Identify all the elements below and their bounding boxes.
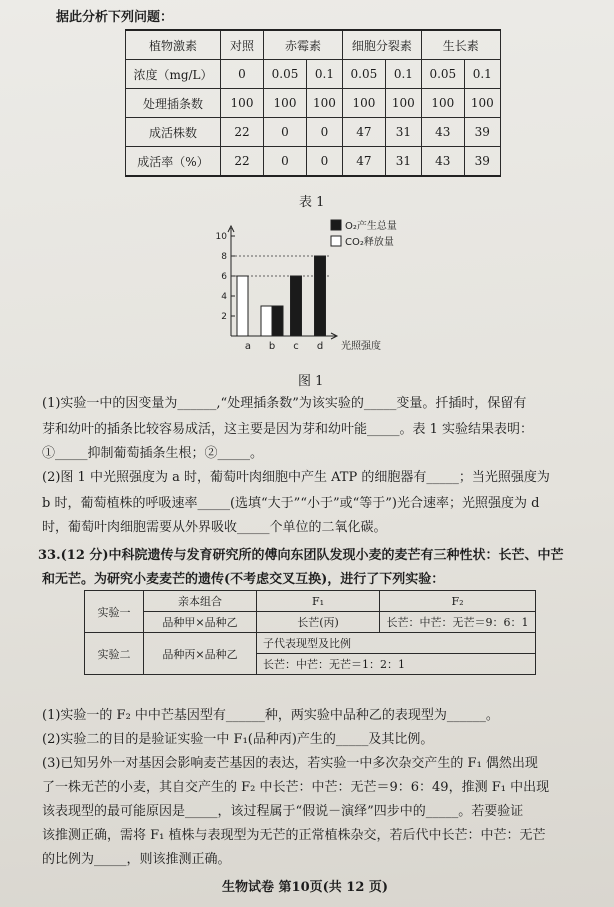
table-cell: 100 xyxy=(221,89,264,118)
x-tick-label: b xyxy=(268,341,276,352)
table-cell: 成活株数 xyxy=(126,118,221,147)
x-tick-label: d xyxy=(316,341,324,352)
x-tick-label: a xyxy=(244,341,252,352)
table-cell: 100 xyxy=(421,89,464,118)
table-cell: 长芒：中芒：无芒＝9：6：1 xyxy=(380,612,536,633)
table-cell: 长芒：中芒：无芒＝1：2：1 xyxy=(257,654,536,675)
figure-caption: 图 1 xyxy=(298,374,324,389)
table-cell: 浓度（mg/L） xyxy=(126,60,221,89)
legend-label: CO₂释放量 xyxy=(345,237,394,248)
table-cell: 0 xyxy=(221,60,264,89)
q33-line: 该推测正确，需将 F₁ 植株与表现型为无芒的正常植株杂交，若后代中长芒：中芒：无芒 xyxy=(42,828,546,843)
table-cell: 子代表现型及比例 xyxy=(257,633,536,654)
table-caption: 表 1 xyxy=(299,195,325,210)
table-cell: 22 xyxy=(221,118,264,147)
table-cell: 0.1 xyxy=(307,60,343,89)
figure-1-chart xyxy=(205,212,465,372)
table-cell: 生长素 xyxy=(421,30,500,60)
table-cell: 100 xyxy=(264,89,307,118)
table-cell: 100 xyxy=(385,89,421,118)
q33-line: (2)实验二的目的是验证实验一中 F₁(品种丙)产生的_____及其比例。 xyxy=(42,732,434,747)
q32-line: (2)图 1 中光照强度为 a 时，葡萄叶肉细胞中产生 ATP 的细胞器有_____；当光照强度为 xyxy=(42,470,550,485)
table-cell: 47 xyxy=(342,147,385,177)
table-cell: 长芒(丙) xyxy=(257,612,380,633)
table-cell: 品种丙×品种乙 xyxy=(144,633,257,675)
table-row xyxy=(126,60,501,89)
q33-line: 了一株无芒的小麦，其自交产生的 F₂ 中长芒：中芒：无芒＝9：6：49，推测 F₁ 中出现 xyxy=(42,780,550,795)
table-cell: 实验一 xyxy=(85,591,144,633)
bar-c-o2 xyxy=(291,276,302,336)
table-cell: 31 xyxy=(385,147,421,177)
table-cell: 100 xyxy=(342,89,385,118)
table-cell: 47 xyxy=(342,118,385,147)
table-cell: 植物激素 xyxy=(126,30,221,60)
page-footer: 生物试卷 第10页(共 12 页) xyxy=(222,880,389,895)
x-tick-label: c xyxy=(293,341,299,352)
table-cell: 0 xyxy=(264,147,307,177)
table-cell: 亲本组合 xyxy=(144,591,257,612)
x-axis-label: 光照强度 xyxy=(341,341,381,352)
table-cell: 39 xyxy=(464,147,500,177)
table-cell: 0.1 xyxy=(385,60,421,89)
table-cell: 品种甲×品种乙 xyxy=(144,612,257,633)
table-cell: 43 xyxy=(421,118,464,147)
table-cell: 0.1 xyxy=(464,60,500,89)
table-cell: 处理插条数 xyxy=(126,89,221,118)
q33-line: 该表现型的最可能原因是_____，该过程属于“假说－演绎”四步中的_____。若要验证 xyxy=(42,804,524,819)
table-row xyxy=(85,633,536,654)
table-1 xyxy=(125,29,501,177)
q32-line: ①_____抑制葡萄插条生根；②_____。 xyxy=(42,446,264,461)
table-cell: 细胞分裂素 xyxy=(342,30,421,60)
bar-b-co2 xyxy=(261,306,272,336)
table-row xyxy=(126,147,501,177)
table-cell: 43 xyxy=(421,147,464,177)
q33-intro: 和无芒。为研究小麦麦芒的遗传(不考虑交叉互换)，进行了下列实验： xyxy=(42,572,445,587)
table-cell: 0.05 xyxy=(264,60,307,89)
table-cell: 0 xyxy=(307,147,343,177)
table-cell: 赤霉素 xyxy=(264,30,343,60)
y-tick-label: 10 xyxy=(215,232,227,242)
y-tick-label: 6 xyxy=(221,272,227,282)
y-tick-label: 4 xyxy=(221,292,227,302)
table-cell: 0 xyxy=(307,118,343,147)
experiment-table xyxy=(84,590,536,675)
table-cell: 100 xyxy=(464,89,500,118)
q33-line: 的比例为_____，则该推测正确。 xyxy=(42,852,231,867)
y-tick-label: 2 xyxy=(221,312,227,322)
legend-label: O₂产生总量 xyxy=(345,221,397,232)
legend-swatch xyxy=(331,220,341,230)
table-cell: 39 xyxy=(464,118,500,147)
bar-a-co2 xyxy=(237,276,248,336)
y-tick-label: 8 xyxy=(221,252,227,262)
table-cell: 0.05 xyxy=(421,60,464,89)
table-cell: F₂ xyxy=(380,591,536,612)
bar-b-o2 xyxy=(272,306,283,336)
table-cell: 100 xyxy=(307,89,343,118)
q32-line: 时，葡萄叶肉细胞需要从外界吸收_____个单位的二氧化碳。 xyxy=(42,520,387,535)
table-row xyxy=(126,118,501,147)
table-cell: F₁ xyxy=(257,591,380,612)
bar-d-o2 xyxy=(315,256,326,336)
table-cell: 成活率（%） xyxy=(126,147,221,177)
q32-line: 芽和幼叶的插条比较容易成活，这主要是因为芽和幼叶能_____。表 1 实验结果表明： xyxy=(42,422,534,437)
intro-line: 据此分析下列问题： xyxy=(56,10,174,25)
table-cell: 0 xyxy=(264,118,307,147)
table-cell: 对照 xyxy=(221,30,264,60)
table-row xyxy=(85,591,536,612)
q33-line: (1)实验一的 F₂ 中中芒基因型有______种，两实验中品种乙的表现型为______。 xyxy=(42,708,499,723)
q33-intro: 33.(12 分)中科院遗传与发育研究所的傅向东团队发现小麦的麦芒有三种性状：长芒、中芒 xyxy=(38,548,564,563)
q32-line: (1)实验一中的因变量为______,“处理插条数”为该实验的_____变量。扦插时，保留有 xyxy=(42,396,527,411)
table-row xyxy=(85,612,536,633)
table-cell: 实验二 xyxy=(85,633,144,675)
table-cell: 22 xyxy=(221,147,264,177)
q33-line: (3)已知另外一对基因会影响麦芒基因的表达，若实验一中多次杂交产生的 F₁ 偶然出现 xyxy=(42,756,538,771)
table-row xyxy=(126,30,501,60)
q32-line: b 时，葡萄植株的呼吸速率_____(选填“大于”“小于”或“等于”)光合速率；光照强度为 d xyxy=(42,496,540,511)
legend-swatch xyxy=(331,236,341,246)
table-cell: 0.05 xyxy=(342,60,385,89)
table-cell: 31 xyxy=(385,118,421,147)
table-row xyxy=(126,89,501,118)
